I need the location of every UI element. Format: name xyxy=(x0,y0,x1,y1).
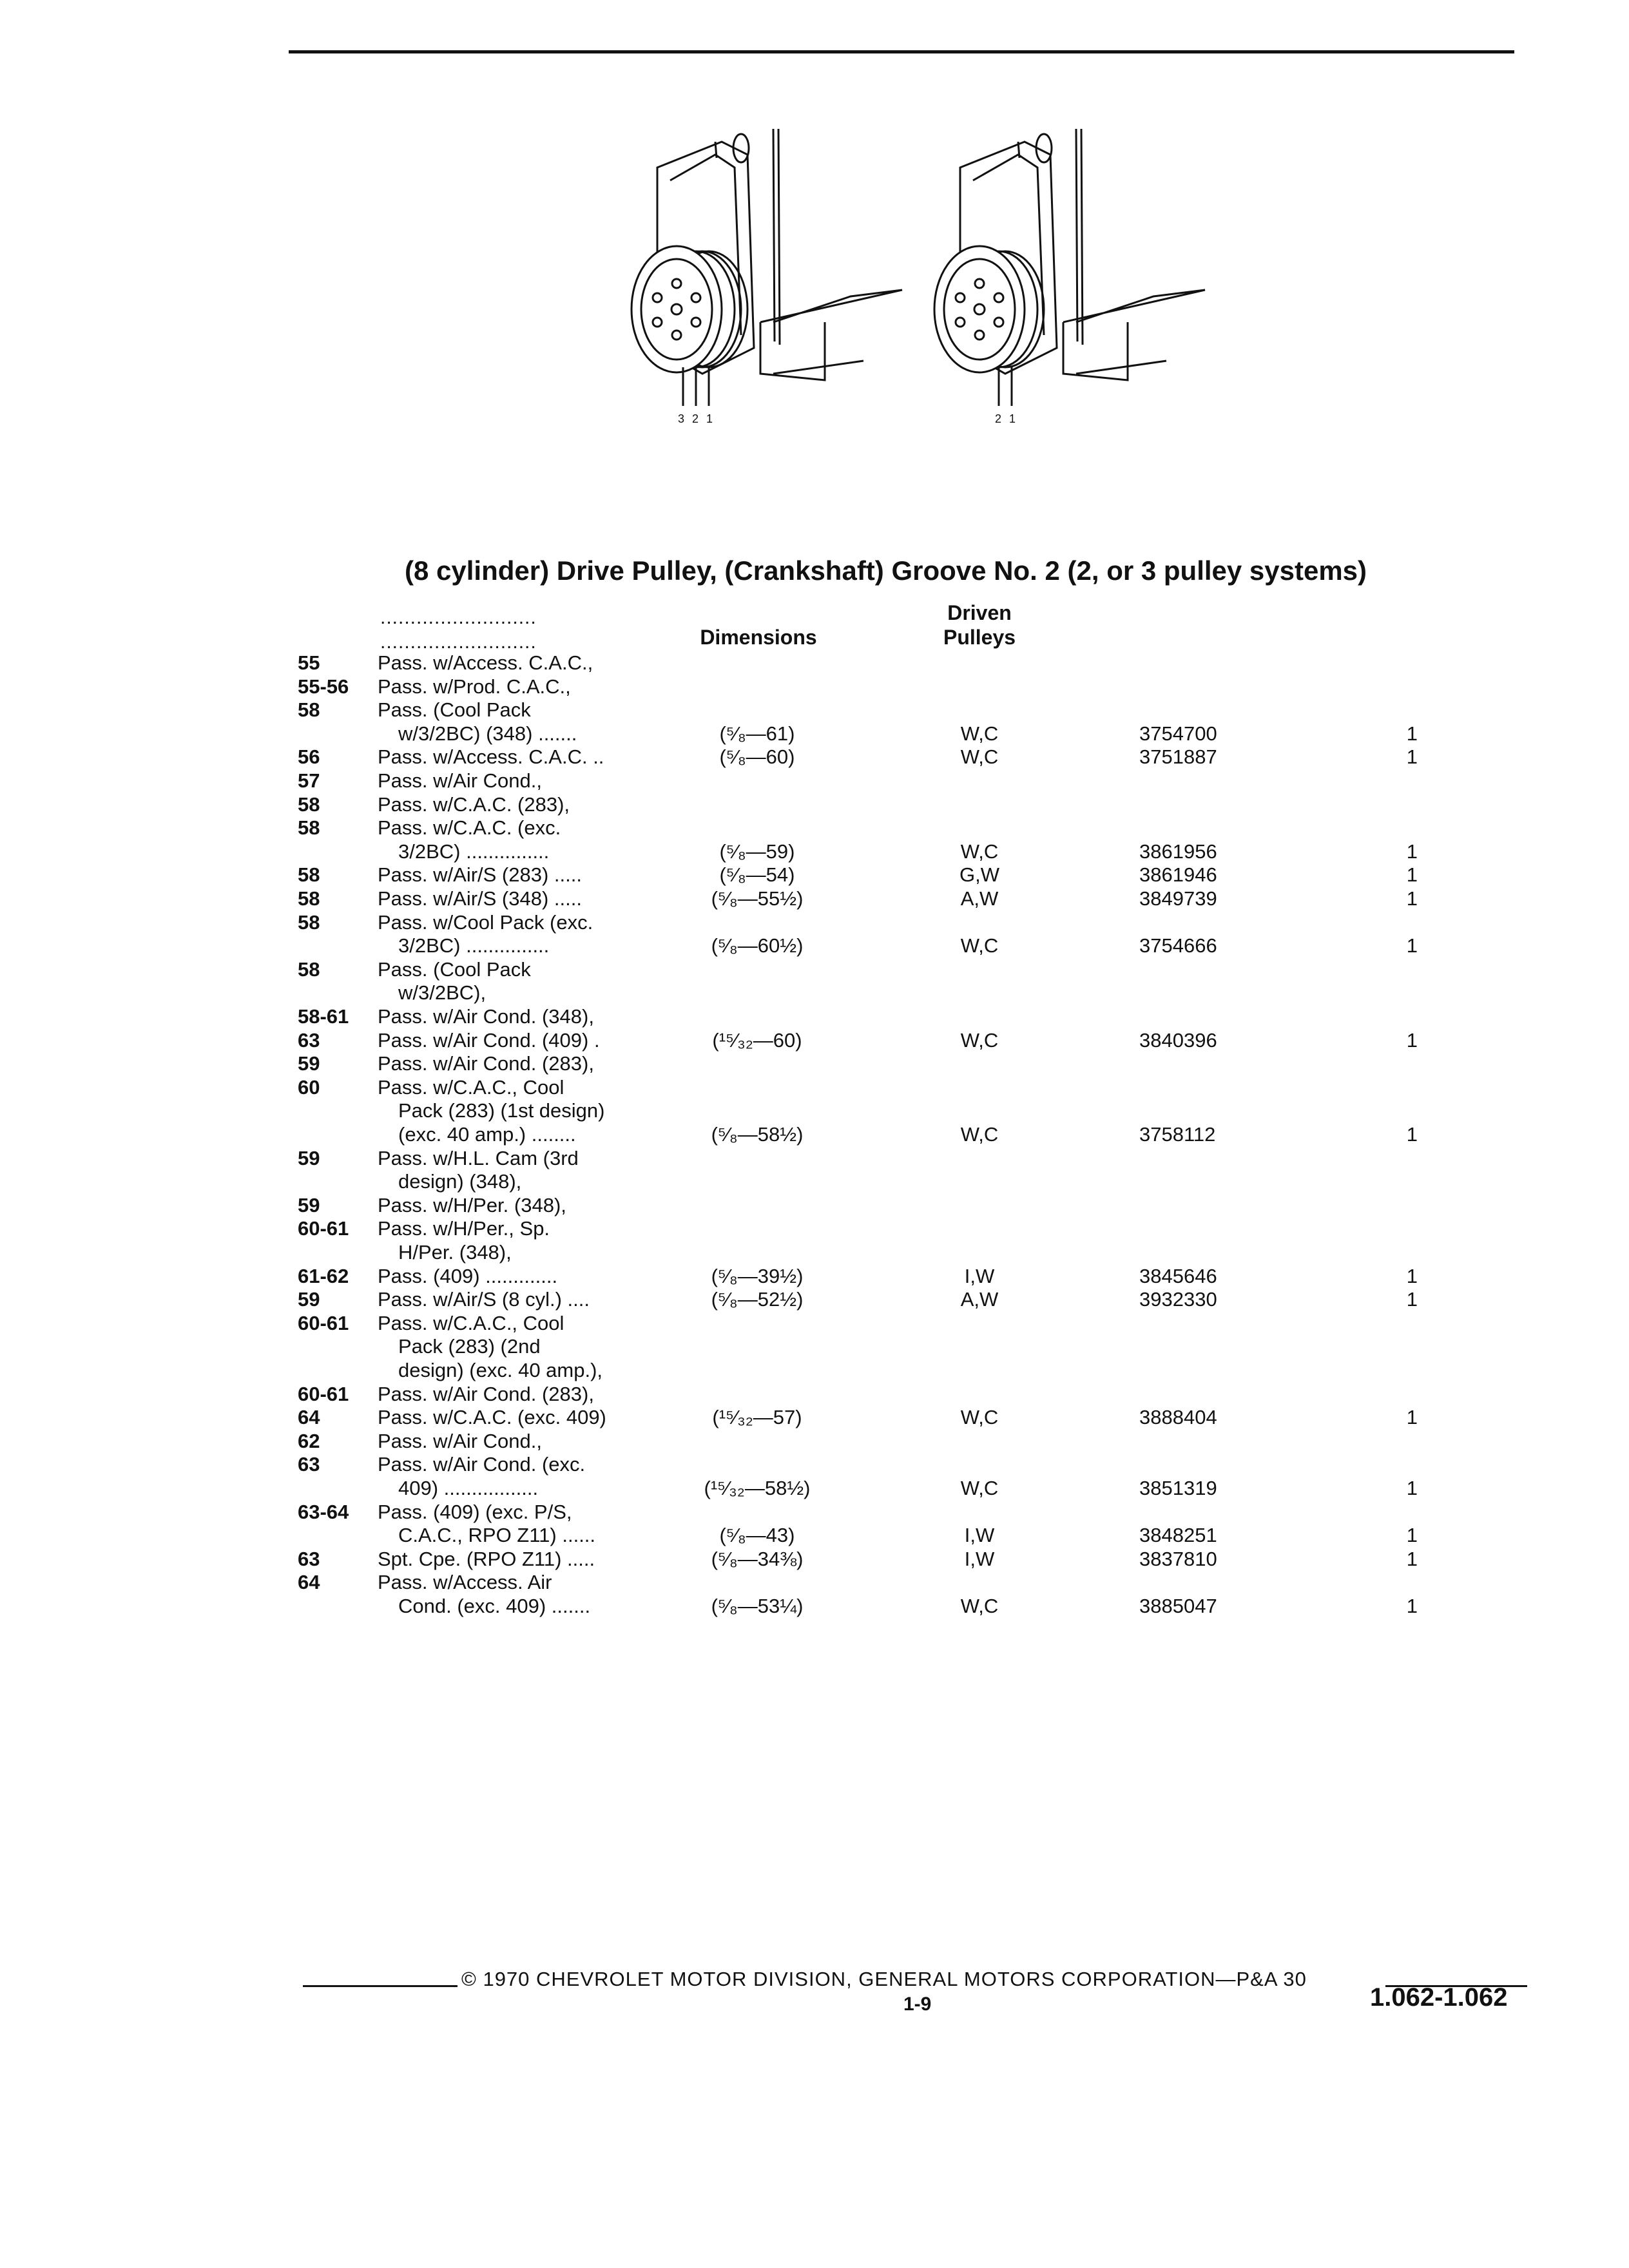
year-cell: 63 xyxy=(298,1029,320,1052)
description-cell: Pass. w/Air/S (8 cyl.) .... xyxy=(378,1288,590,1311)
dimensions-cell: (⁵⁄₈—60½) xyxy=(711,934,804,957)
description-cell: Pass. w/Air Cond. (exc. xyxy=(378,1453,586,1475)
driven-pulleys-cell: W,C xyxy=(960,1595,999,1617)
table-row xyxy=(0,1004,1629,1028)
description-cell: Pass. w/C.A.C. (283), xyxy=(378,793,570,816)
part-number-cell: 3932330 xyxy=(1139,1288,1217,1311)
callout-left-2: 2 xyxy=(692,412,699,425)
quantity-cell: 1 xyxy=(1406,1477,1418,1499)
reference-number: 1.062-1.062 xyxy=(1370,1983,1508,2012)
description-cell: 3/2BC) ............... xyxy=(398,934,550,957)
description-cell: Pass. w/Access. Air xyxy=(378,1571,552,1593)
description-cell: Pass. w/Access. C.A.C., xyxy=(378,651,593,674)
dimensions-cell: (⁵⁄₈—39½) xyxy=(711,1265,804,1287)
description-cell: Spt. Cpe. (RPO Z11) ..... xyxy=(378,1548,595,1570)
description-cell: Pass. (409) ............. xyxy=(378,1265,558,1287)
callout-right-1: 1 xyxy=(1009,412,1016,425)
table-row xyxy=(0,1287,1629,1311)
table-row xyxy=(0,934,1629,957)
dimensions-cell: (⁵⁄₈—52½) xyxy=(711,1288,804,1311)
description-cell: w/3/2BC), xyxy=(398,981,487,1004)
year-cell: 55-56 xyxy=(298,675,349,698)
table-row xyxy=(0,722,1629,745)
year-cell: 57 xyxy=(298,769,320,792)
driven-pulleys-cell: W,C xyxy=(960,745,999,768)
description-cell: Pass. w/Access. C.A.C. .. xyxy=(378,745,604,768)
year-cell: 58 xyxy=(298,911,320,934)
driven-pulleys-cell: W,C xyxy=(960,1406,999,1428)
table-row xyxy=(0,840,1629,863)
year-cell: 61-62 xyxy=(298,1265,349,1287)
description-cell: Pass. w/C.A.C. (exc. xyxy=(378,816,561,839)
dimensions-cell: (⁵⁄₈—59) xyxy=(719,840,795,863)
header-dots xyxy=(380,606,537,655)
dimensions-cell: (⁵⁄₈—43) xyxy=(719,1524,795,1546)
part-number-cell: 3849739 xyxy=(1139,887,1217,910)
description-cell: Pass. w/Air Cond. (283), xyxy=(378,1052,594,1075)
driven-pulleys-cell: W,C xyxy=(960,934,999,957)
dimensions-cell: (⁵⁄₈—61) xyxy=(719,722,795,745)
dimensions-cell: (¹⁵⁄₃₂—58½) xyxy=(704,1477,811,1499)
description-cell: Pass. w/H/Per. (348), xyxy=(378,1194,566,1216)
description-cell: Pass. w/Cool Pack (exc. xyxy=(378,911,593,934)
quantity-cell: 1 xyxy=(1406,1406,1418,1428)
table-row xyxy=(0,1523,1629,1547)
dimensions-cell: (⁵⁄₈—55½) xyxy=(711,887,804,910)
part-number-cell: 3885047 xyxy=(1139,1595,1217,1617)
description-cell: design) (exc. 40 amp.), xyxy=(398,1359,603,1381)
table-row xyxy=(0,1500,1629,1524)
quantity-cell: 1 xyxy=(1406,1524,1418,1546)
table-row xyxy=(0,863,1629,887)
callout-right-2: 2 xyxy=(995,412,1002,425)
footer-rule-left xyxy=(303,1985,458,1987)
table-row xyxy=(0,1193,1629,1217)
description-cell: Pass. (Cool Pack xyxy=(378,698,531,721)
table-row xyxy=(0,1052,1629,1075)
description-cell: C.A.C., RPO Z11) ...... xyxy=(398,1524,596,1546)
table-row xyxy=(0,1405,1629,1429)
year-cell: 60 xyxy=(298,1076,320,1099)
pulley-illustration xyxy=(606,129,1224,438)
driven-pulleys-cell: W,C xyxy=(960,1029,999,1052)
column-header-dimensions: Dimensions xyxy=(700,626,817,649)
table-row xyxy=(0,1429,1629,1453)
table-row xyxy=(0,745,1629,769)
year-cell: 56 xyxy=(298,745,320,768)
year-cell: 58 xyxy=(298,816,320,839)
table-row xyxy=(0,910,1629,934)
description-cell: Pass. w/Air Cond., xyxy=(378,1430,542,1452)
quantity-cell: 1 xyxy=(1406,745,1418,768)
dimensions-cell: (¹⁵⁄₃₂—60) xyxy=(712,1029,802,1052)
part-number-cell: 3754666 xyxy=(1139,934,1217,957)
part-number-cell: 3840396 xyxy=(1139,1029,1217,1052)
year-cell: 60-61 xyxy=(298,1217,349,1240)
year-cell: 63-64 xyxy=(298,1501,349,1523)
dimensions-cell: (⁵⁄₈—60) xyxy=(719,745,795,768)
dimensions-cell: (⁵⁄₈—54) xyxy=(719,863,795,886)
table-row xyxy=(0,675,1629,698)
dimensions-cell: (⁵⁄₈—34⅜) xyxy=(711,1548,804,1570)
driven-pulleys-cell: I,W xyxy=(964,1524,995,1546)
description-cell: 409) ................. xyxy=(398,1477,539,1499)
description-cell: Pack (283) (1st design) xyxy=(398,1099,605,1122)
driven-pulleys-cell: I,W xyxy=(964,1265,995,1287)
table-row xyxy=(0,1570,1629,1594)
header-dots-line-2: .......................... xyxy=(380,631,537,653)
table-row xyxy=(0,1216,1629,1240)
table-row xyxy=(0,769,1629,793)
driven-pulleys-cell: W,C xyxy=(960,840,999,863)
driven-pulleys-cell: A,W xyxy=(960,887,999,910)
year-cell: 59 xyxy=(298,1194,320,1216)
quantity-cell: 1 xyxy=(1406,887,1418,910)
table-row xyxy=(0,887,1629,910)
table-row xyxy=(0,1382,1629,1406)
description-cell: Pass. w/Air Cond. (283), xyxy=(378,1383,594,1405)
table-row xyxy=(0,957,1629,981)
quantity-cell: 1 xyxy=(1406,863,1418,886)
driven-pulleys-cell: A,W xyxy=(960,1288,999,1311)
dimensions-cell: (⁵⁄₈—53¼) xyxy=(711,1595,804,1617)
description-cell: Pass. w/C.A.C. (exc. 409) xyxy=(378,1406,606,1428)
table-row xyxy=(0,651,1629,675)
year-cell: 58-61 xyxy=(298,1005,349,1028)
year-cell: 58 xyxy=(298,887,320,910)
description-cell: Pass. (Cool Pack xyxy=(378,958,531,981)
page-number: 1-9 xyxy=(903,1994,932,2015)
year-cell: 58 xyxy=(298,958,320,981)
table-row xyxy=(0,1311,1629,1335)
year-cell: 55 xyxy=(298,651,320,674)
table-row xyxy=(0,1240,1629,1264)
table-row xyxy=(0,1122,1629,1146)
year-cell: 58 xyxy=(298,698,320,721)
header-dots-line-1: .......................... xyxy=(380,607,537,628)
year-cell: 63 xyxy=(298,1453,320,1475)
part-number-cell: 3888404 xyxy=(1139,1406,1217,1428)
table-row xyxy=(0,1594,1629,1618)
quantity-cell: 1 xyxy=(1406,1595,1418,1617)
part-number-cell: 3861946 xyxy=(1139,863,1217,886)
year-cell: 64 xyxy=(298,1571,320,1593)
dimensions-cell: (¹⁵⁄₃₂—57) xyxy=(712,1406,802,1428)
description-cell: H/Per. (348), xyxy=(398,1241,512,1264)
table-row xyxy=(0,1075,1629,1099)
description-cell: Pack (283) (2nd xyxy=(398,1335,541,1358)
description-cell: 3/2BC) ............... xyxy=(398,840,550,863)
table-row xyxy=(0,1452,1629,1476)
table-row xyxy=(0,698,1629,722)
description-cell: Pass. w/C.A.C., Cool xyxy=(378,1076,564,1099)
table-row xyxy=(0,1476,1629,1500)
callout-left-3: 3 xyxy=(678,412,685,425)
callout-left-1: 1 xyxy=(706,412,713,425)
driven-pulleys-cell: W,C xyxy=(960,722,999,745)
part-number-cell: 3851319 xyxy=(1139,1477,1217,1499)
description-cell: Pass. w/Air/S (348) ..... xyxy=(378,887,582,910)
description-cell: Pass. w/H.L. Cam (3rd xyxy=(378,1147,579,1169)
table-row xyxy=(0,1146,1629,1170)
driven-pulleys-cell: I,W xyxy=(964,1548,995,1570)
description-cell: Pass. (409) (exc. P/S, xyxy=(378,1501,572,1523)
year-cell: 59 xyxy=(298,1288,320,1311)
quantity-cell: 1 xyxy=(1406,840,1418,863)
part-number-cell: 3861956 xyxy=(1139,840,1217,863)
quantity-cell: 1 xyxy=(1406,1029,1418,1052)
year-cell: 59 xyxy=(298,1052,320,1075)
part-number-cell: 3751887 xyxy=(1139,745,1217,768)
table-row xyxy=(0,1334,1629,1358)
description-cell: Pass. w/Air/S (283) ..... xyxy=(378,863,582,886)
quantity-cell: 1 xyxy=(1406,722,1418,745)
description-cell: Pass. w/Air Cond. (348), xyxy=(378,1005,594,1028)
description-cell: Pass. w/Prod. C.A.C., xyxy=(378,675,571,698)
section-title: (8 cylinder) Drive Pulley, (Crankshaft) Groove No. 2 (2, or 3 pulley systems) xyxy=(405,555,1367,586)
year-cell: 58 xyxy=(298,863,320,886)
table-row xyxy=(0,1358,1629,1382)
table-row xyxy=(0,981,1629,1004)
year-cell: 63 xyxy=(298,1548,320,1570)
year-cell: 59 xyxy=(298,1147,320,1169)
part-number-cell: 3845646 xyxy=(1139,1265,1217,1287)
year-cell: 60-61 xyxy=(298,1383,349,1405)
quantity-cell: 1 xyxy=(1406,1265,1418,1287)
part-number-cell: 3837810 xyxy=(1139,1548,1217,1570)
description-cell: Pass. w/H/Per., Sp. xyxy=(378,1217,550,1240)
table-row xyxy=(0,1028,1629,1052)
description-cell: Pass. w/C.A.C., Cool xyxy=(378,1312,564,1334)
dimensions-cell: (⁵⁄₈—58½) xyxy=(711,1123,804,1146)
description-cell: w/3/2BC) (348) ....... xyxy=(398,722,577,745)
quantity-cell: 1 xyxy=(1406,1548,1418,1570)
description-cell: (exc. 40 amp.) ........ xyxy=(398,1123,576,1146)
year-cell: 62 xyxy=(298,1430,320,1452)
year-cell: 64 xyxy=(298,1406,320,1428)
description-cell: design) (348), xyxy=(398,1170,522,1193)
year-cell: 58 xyxy=(298,793,320,816)
table-row xyxy=(0,1169,1629,1193)
top-rule xyxy=(289,50,1514,53)
table-row xyxy=(0,793,1629,816)
table-row xyxy=(0,1547,1629,1571)
description-cell: Pass. w/Air Cond. (409) . xyxy=(378,1029,600,1052)
two-pulley-drawing xyxy=(934,129,1205,406)
part-number-cell: 3754700 xyxy=(1139,722,1217,745)
driven-pulleys-cell: W,C xyxy=(960,1477,999,1499)
description-cell: Cond. (exc. 409) ....... xyxy=(398,1595,591,1617)
quantity-cell: 1 xyxy=(1406,1288,1418,1311)
driven-pulleys-cell: G,W xyxy=(959,863,999,886)
three-pulley-drawing xyxy=(631,129,902,406)
footer-copyright: © 1970 CHEVROLET MOTOR DIVISION, GENERAL MOTORS CORPORATION—P&A 30 xyxy=(461,1968,1307,1990)
column-header-driven-pulleys: Driven Pulleys xyxy=(943,601,1016,649)
part-number-cell: 3848251 xyxy=(1139,1524,1217,1546)
driven-pulleys-cell: W,C xyxy=(960,1123,999,1146)
year-cell: 60-61 xyxy=(298,1312,349,1334)
table-row xyxy=(0,1264,1629,1288)
table-row xyxy=(0,816,1629,840)
table-row xyxy=(0,1099,1629,1122)
part-number-cell: 3758112 xyxy=(1139,1123,1216,1146)
quantity-cell: 1 xyxy=(1406,934,1418,957)
quantity-cell: 1 xyxy=(1406,1123,1418,1146)
description-cell: Pass. w/Air Cond., xyxy=(378,769,542,792)
